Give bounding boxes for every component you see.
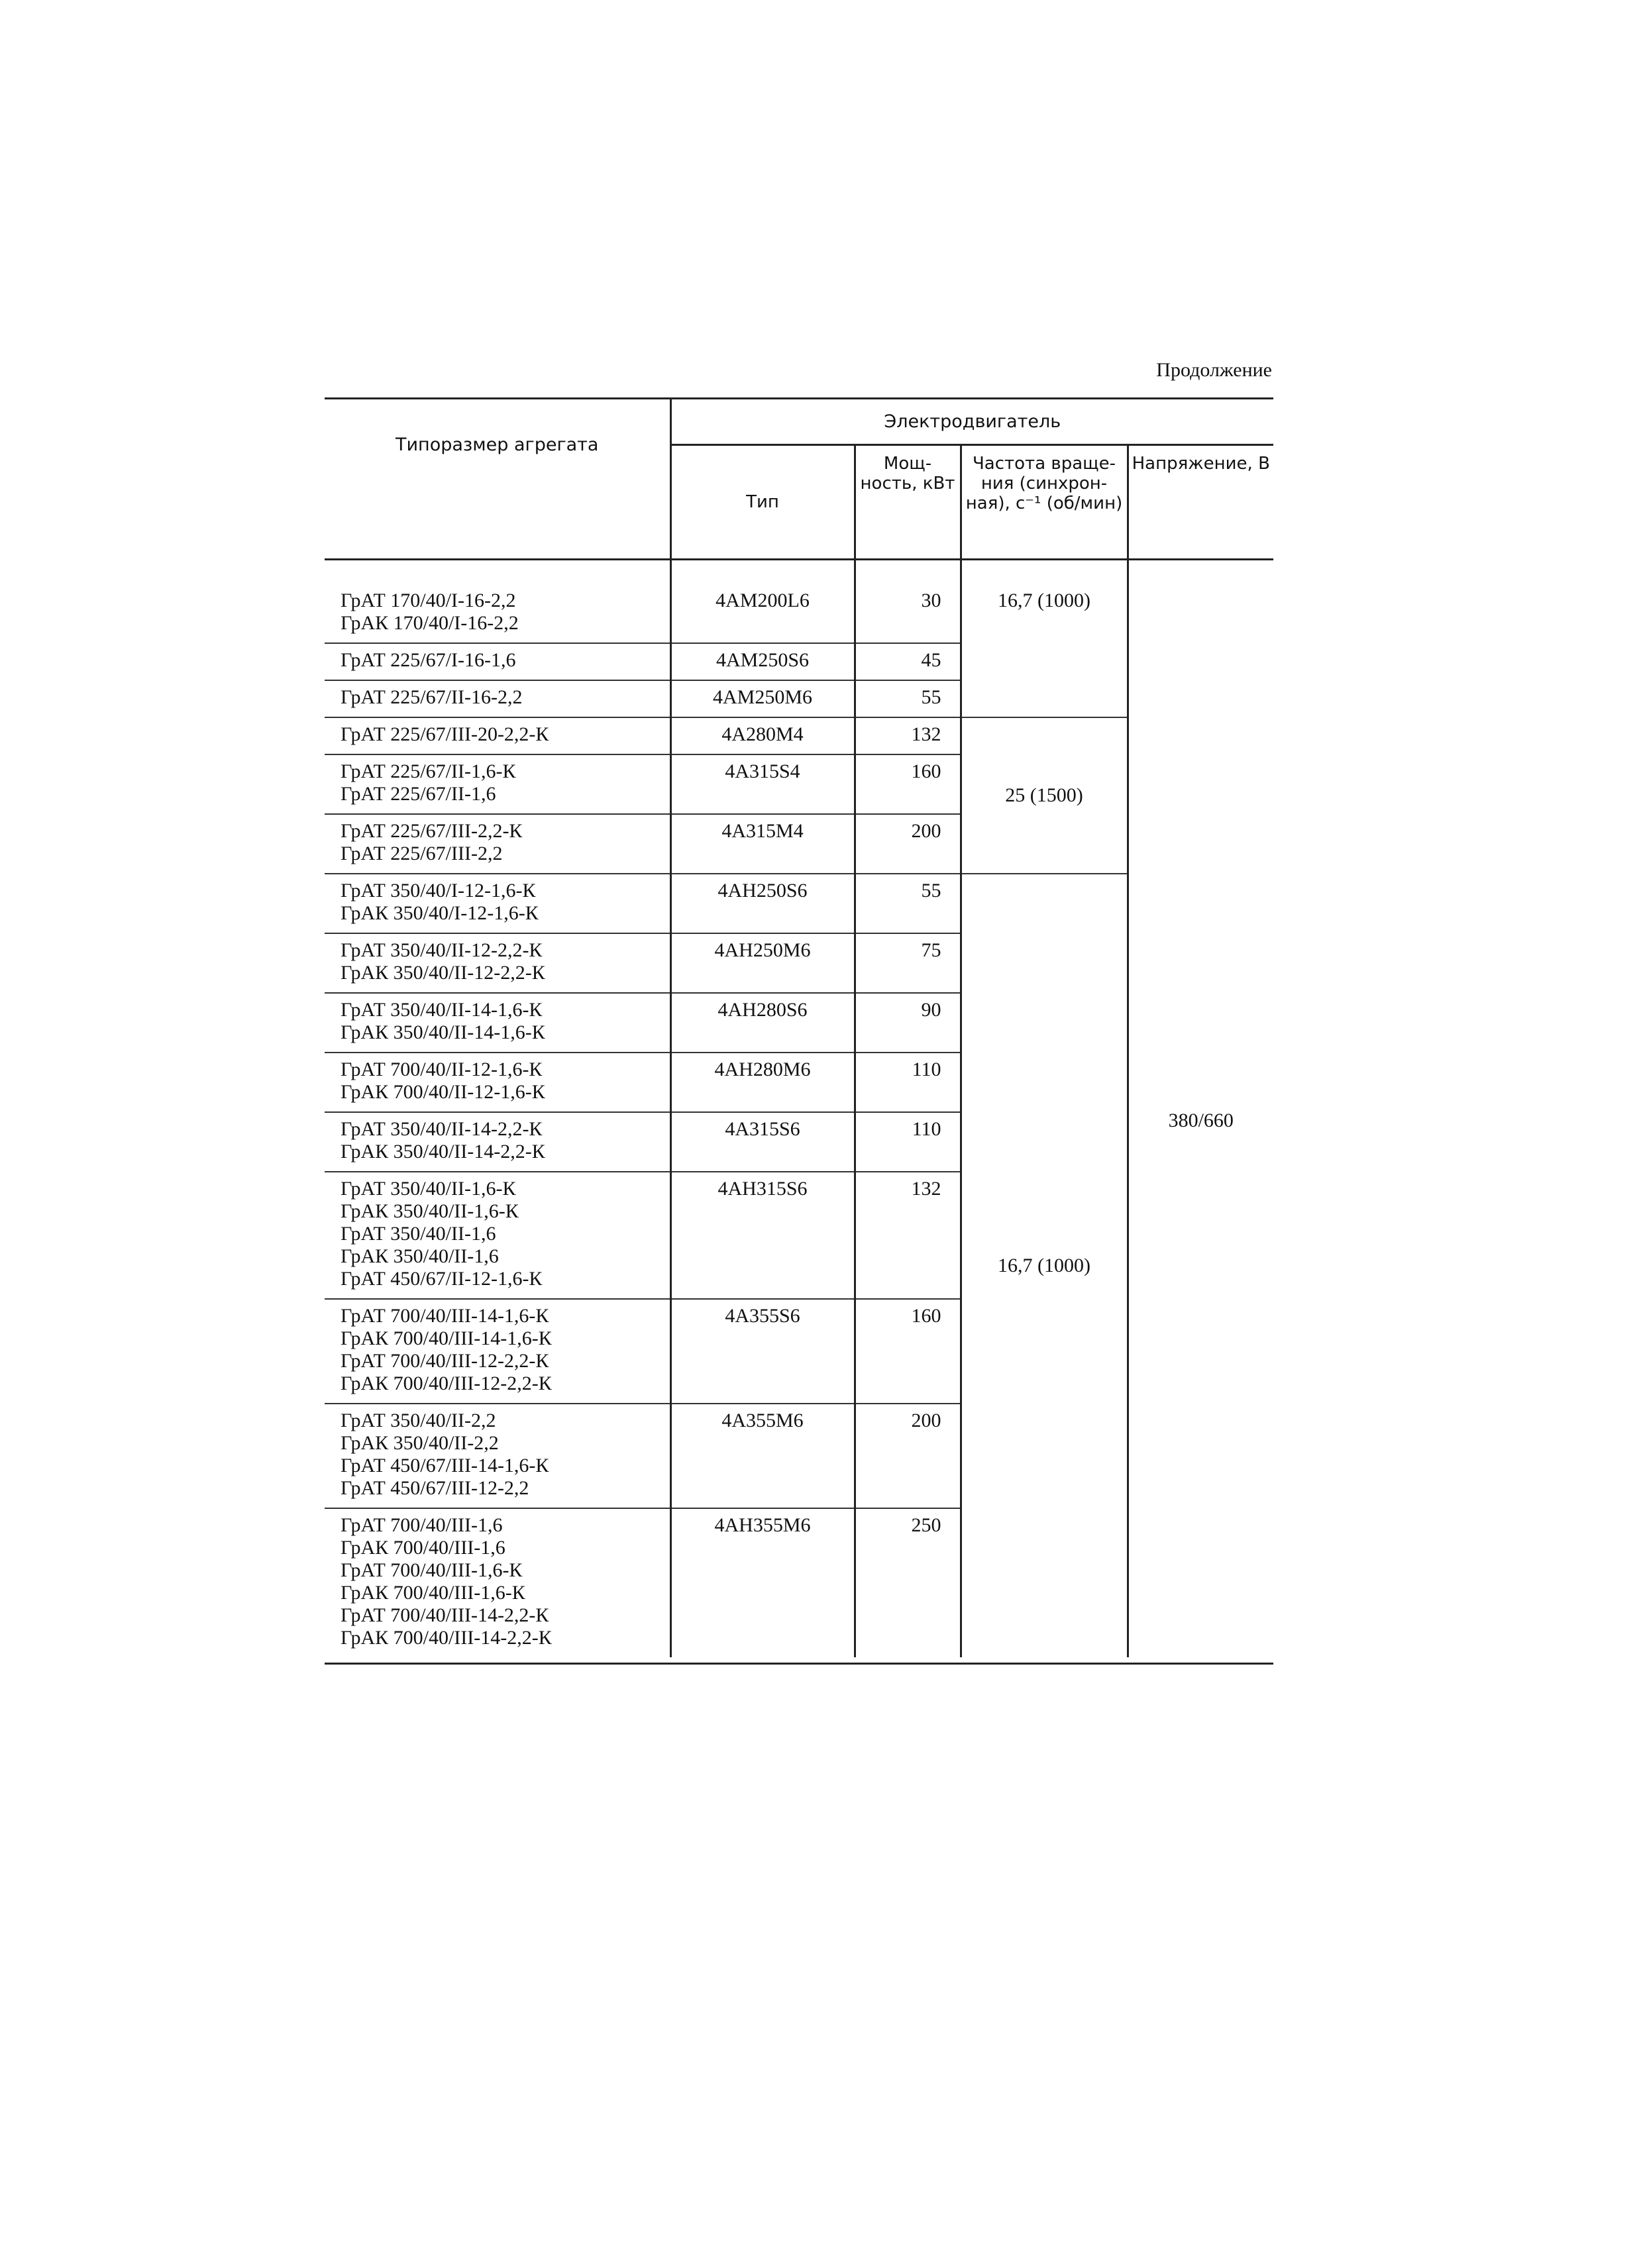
aggregate-cell [325,717,670,754]
aggregate-name: ГрАТ 700/40/II-12-1,6-К [341,1058,543,1080]
power-cell: 90 [855,993,961,1053]
aggregate-name: ГрАК 700/40/III-1,6 [341,1537,505,1559]
aggregate-name: ГрАК 350/40/II-2,2 [341,1432,499,1454]
aggregate-name: ГрАК 350/40/II-12-2,2-К [341,962,545,984]
aggregate-name: ГрАК 350/40/II-14-2,2-К [341,1141,545,1162]
aggregate-cell [325,1404,670,1508]
header-voltage: Напряжение, В [1128,445,1273,560]
aggregate-cell [325,874,670,933]
aggregate-name: ГрАТ 225/67/II-16-2,2 [341,686,523,708]
header-frequency: Частота враще- ния (синхрон- ная), с⁻¹ (об/мин) [961,445,1128,560]
aggregate-name: ГрАТ 700/40/III-14-1,6-К [341,1305,549,1327]
power-cell: 160 [855,754,961,814]
aggregate-name: ГрАТ 170/40/I-16-2,2 [341,590,516,611]
aggregate-name: ГрАТ 225/67/III-2,2-К [341,820,523,842]
aggregate-name: ГрАТ 700/40/III-1,6 [341,1514,503,1536]
continuation-label: Продолжение [1156,359,1272,381]
header-motor-group: Электродвигатель [670,399,1273,445]
aggregate-name: ГрАТ 450/67/II-12-1,6-К [341,1268,543,1290]
aggregate-cell [325,1299,670,1404]
aggregate-name: ГрАТ 350/40/II-12-2,2-К [341,939,543,961]
aggregate-cell [325,1172,670,1299]
motor-type-cell: 4АН280S6 [670,993,855,1053]
aggregate-name: ГрАК 700/40/III-1,6-К [341,1582,525,1604]
motor-type-cell: 4АМ250М6 [670,680,855,717]
power-cell: 30 [855,584,961,643]
motor-type-cell: 4А315S4 [670,754,855,814]
aggregate-cell [325,933,670,993]
voltage-cell: 380/660 [1168,1109,1234,1131]
motor-table [325,397,1273,1665]
header-power: Мощ- ность, кВт [855,445,961,560]
power-cell: 45 [855,643,961,680]
aggregate-name: ГрАК 700/40/III-12-2,2-К [341,1372,552,1394]
motor-type-cell: 4А280М4 [670,717,855,754]
power-cell: 75 [855,933,961,993]
power-cell: 250 [855,1508,961,1657]
aggregate-name: ГрАТ 450/67/III-14-1,6-К [341,1455,549,1476]
aggregate-cell [325,680,670,717]
power-cell: 160 [855,1299,961,1404]
aggregate-name: ГрАТ 225/67/I-16-1,6 [341,649,516,671]
aggregate-name: ГрАК 700/40/II-12-1,6-К [341,1081,545,1103]
aggregate-name: ГрАК 170/40/I-16-2,2 [341,612,519,634]
aggregate-name: ГрАТ 450/67/III-12-2,2 [341,1477,529,1499]
table-row [325,584,1273,643]
aggregate-name: ГрАТ 350/40/II-14-1,6-К [341,999,543,1021]
aggregate-cell [325,814,670,874]
header-type: Тип [670,445,855,560]
motor-type-cell: 4АН355М6 [670,1508,855,1657]
aggregate-name: ГрАК 350/40/II-1,6 [341,1245,499,1267]
aggregate-name: ГрАТ 700/40/III-14-2,2-К [341,1604,549,1626]
motor-type-cell: 4А315S6 [670,1112,855,1172]
frequency-cell: 16,7 (1000) [961,874,1128,1657]
aggregate-name: ГрАК 350/40/I-12-1,6-К [341,902,539,924]
aggregate-name: ГрАТ 225/67/II-1,6-К [341,760,516,782]
motor-type-cell: 4АН280М6 [670,1053,855,1112]
aggregate-name: ГрАТ 350/40/II-1,6-К [341,1178,516,1200]
aggregate-name: ГрАТ 350/40/II-1,6 [341,1223,496,1245]
motor-type-cell: 4АМ200L6 [670,584,855,643]
aggregate-name: ГрАК 700/40/III-14-2,2-К [341,1627,552,1649]
motor-type-cell: 4АМ250S6 [670,643,855,680]
power-cell: 132 [855,1172,961,1299]
aggregate-name: ГрАК 700/40/III-14-1,6-К [341,1327,552,1349]
motor-type-cell: 4АН315S6 [670,1172,855,1299]
aggregate-cell [325,754,670,814]
aggregate-cell [325,1053,670,1112]
motor-type-cell: 4АН250М6 [670,933,855,993]
aggregate-cell [325,1112,670,1172]
power-cell: 110 [855,1112,961,1172]
aggregate-cell [325,1508,670,1657]
motor-type-cell: 4А355S6 [670,1299,855,1404]
power-cell: 200 [855,1404,961,1508]
aggregate-name: ГрАК 350/40/II-1,6-К [341,1200,519,1222]
power-cell: 55 [855,680,961,717]
aggregate-cell [325,584,670,643]
motor-type-cell: 4АН250S6 [670,874,855,933]
aggregate-name: ГрАТ 350/40/I-12-1,6-К [341,880,536,902]
aggregate-cell [325,643,670,680]
frequency-cell: 25 (1500) [961,717,1128,874]
aggregate-name: ГрАТ 350/40/II-2,2 [341,1410,496,1431]
aggregate-cell [325,993,670,1053]
motor-type-cell: 4А355М6 [670,1404,855,1508]
aggregate-name: ГрАТ 700/40/III-1,6-К [341,1559,523,1581]
motor-type-cell: 4А315М4 [670,814,855,874]
power-cell: 55 [855,874,961,933]
power-cell: 110 [855,1053,961,1112]
header-aggregate: Типоразмер агрегата [325,399,670,560]
power-cell: 132 [855,717,961,754]
frequency-cell: 16,7 (1000) [961,584,1128,717]
aggregate-name: ГрАТ 225/67/II-1,6 [341,783,496,805]
aggregate-name: ГрАТ 225/67/III-20-2,2-К [341,723,549,745]
aggregate-name: ГрАТ 350/40/II-14-2,2-К [341,1118,543,1140]
aggregate-name: ГрАТ 700/40/III-12-2,2-К [341,1350,549,1372]
power-cell: 200 [855,814,961,874]
aggregate-name: ГрАТ 225/67/III-2,2 [341,843,503,864]
aggregate-name: ГрАК 350/40/II-14-1,6-К [341,1021,545,1043]
